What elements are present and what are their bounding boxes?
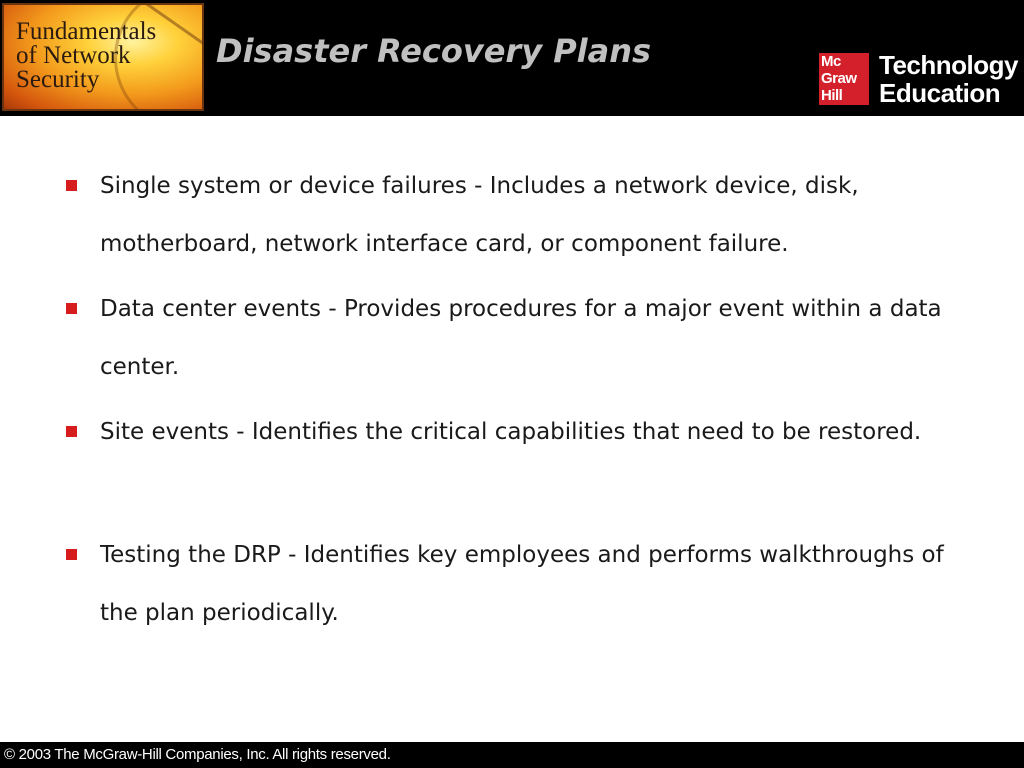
slide-title: Disaster Recovery Plans [216,32,652,70]
footer-bar [0,742,1024,768]
book-cover-logo [2,3,204,111]
logo-text-line-1: Technology [879,50,1018,80]
mcgraw-hill-logo [819,53,869,105]
square-bullet-icon [66,549,77,560]
copyright-text: © 2003 The McGraw-Hill Companies, Inc. All rights reserved. [4,746,391,763]
header-bar [0,0,1024,116]
logo-mark-line-1: Mc [821,53,841,70]
book-logo-line-3: Security [16,66,100,93]
bullet-item [100,526,980,642]
bullet-item [100,403,980,461]
bullet-text: Data center events - Provides procedures for a major event within a data center. [100,296,942,380]
square-bullet-icon [66,180,77,191]
logo-text-line-2: Education [879,78,1001,108]
square-bullet-icon [66,426,77,437]
technology-education-logo [879,51,1018,107]
book-logo-line-2: of Network [16,42,131,69]
book-logo-line-1: Fundamentals [16,18,157,45]
logo-mark-line-3: Hill [821,87,843,104]
bullet-text: Site events - Identifies the critical capabilities that need to be restored. [100,419,922,445]
bullet-item [100,280,980,396]
bullet-item [100,157,980,273]
square-bullet-icon [66,303,77,314]
bullet-text: Testing the DRP - Identifies key employees and performs walkthroughs of the plan periodically. [100,542,944,626]
logo-mark-line-2: Graw [821,70,857,87]
bullet-text: Single system or device failures - Includes a network device, disk, motherboard, network interface card, or component failure. [100,173,859,257]
